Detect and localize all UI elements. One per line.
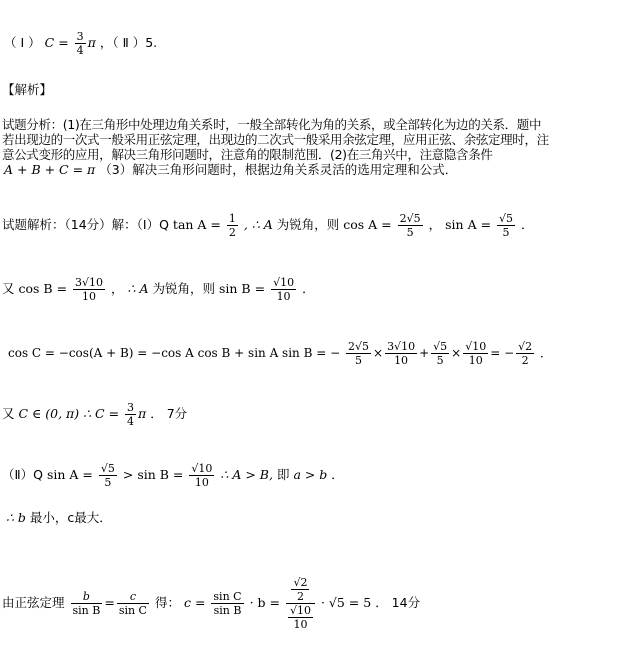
analysis-angle-sum: A + B + C = π [4, 162, 96, 177]
answer-fraction [75, 30, 86, 57]
therefore-A: , ∴ A [243, 217, 273, 232]
inner-den-frac [288, 604, 313, 631]
cosA-num: 2√5 [399, 212, 421, 225]
equals-negative: = − [490, 346, 515, 360]
cosB-label: cos B = [18, 281, 68, 296]
analysis-line-1: 试题分析：(1)在三角形中处理边角关系时，一般全部转化为角的关系，或全部转化为边的关系．题中 [2, 117, 542, 132]
solution-intro: 试题解析：（14分）解：（Ⅰ）Q [2, 217, 169, 232]
c-calc-label: c = [183, 595, 206, 610]
acute-text-2: 为锐角，则 [152, 281, 216, 296]
sinA-label: sin A = [445, 217, 492, 232]
law-num-1: b [71, 590, 103, 604]
frac3-num: √5 [433, 340, 448, 353]
frac5-den: 2 [521, 354, 529, 367]
C-range: C ∈ (0, π) ∴ C = [18, 406, 120, 421]
plus-sign: + [419, 346, 430, 360]
tanA-fraction [227, 212, 238, 239]
C-fraction [125, 401, 136, 428]
cosC-frac-4 [463, 340, 488, 367]
cosC-frac-1 [346, 340, 371, 367]
times-1: × [373, 346, 384, 360]
answer-pi: π [87, 35, 96, 50]
period-3: ． [540, 346, 553, 360]
calc-b: · b = [249, 595, 280, 610]
frac1-den: 5 [354, 354, 362, 367]
cosC-frac-2 [385, 340, 417, 367]
comma-2: ， [111, 281, 124, 296]
law-num-2: c [117, 590, 149, 604]
inner-num-top: √2 [293, 576, 308, 589]
solution-line-b-min [6, 510, 112, 526]
tanA-num: 1 [228, 212, 236, 225]
score-14: ． 14分 [375, 595, 421, 610]
analysis-line-3: 意公式变形的应用，解决三角形问题时，注意角的限制范围．(2)在三角兴中，注意隐含条件 [2, 147, 493, 162]
analysis-header: 【解析】 [2, 82, 53, 97]
cosA-fraction [398, 212, 423, 239]
sine-law-text: 由正弦定理 [2, 595, 65, 610]
cosB-fraction [73, 276, 105, 303]
cosC-expression: cos C = −cos(A + B) = −cos A cos B + sin A sin B = − [8, 346, 341, 360]
analysis-line-4 [4, 162, 457, 178]
tanA-label: tan A = [172, 217, 221, 232]
cosA-label: cos A = [343, 217, 392, 232]
b-min-text: 最小，c最大． [29, 510, 112, 525]
solution-line-C-range [2, 401, 187, 428]
sinB2-den: 10 [194, 476, 209, 489]
answer-line [4, 30, 157, 57]
cosA-den: 5 [406, 226, 414, 239]
inner-den-bot: 10 [293, 618, 308, 631]
sinB-den: 10 [276, 290, 291, 303]
cosB-den: 10 [82, 290, 97, 303]
inner-num-frac [291, 576, 309, 603]
acute-text-1: 为锐角，则 [276, 217, 340, 232]
sinA-fraction [497, 212, 515, 239]
final-result: · √5 = 5 [320, 595, 372, 610]
frac1-num: 2√5 [347, 340, 369, 353]
calc-num: sin C [213, 590, 242, 603]
sinB2-fraction [189, 462, 214, 489]
answer-equals: = [58, 35, 69, 50]
inner-den-top: √10 [289, 604, 311, 617]
C-den: 4 [127, 415, 135, 428]
therefore-b: ∴ b [6, 510, 26, 525]
frac4-num: √10 [465, 340, 487, 353]
calc-den: sin B [213, 604, 242, 617]
period-2: ． [302, 281, 315, 296]
answer-c-var: C [44, 35, 55, 50]
period-1: ． [521, 217, 534, 232]
solution-line-sine-law [2, 576, 420, 631]
cosC-frac-5 [516, 340, 534, 367]
sinA2-num: √5 [100, 462, 115, 475]
frac4-den: 10 [468, 354, 483, 367]
frac2-num: 3√10 [387, 340, 416, 353]
solution-line-cosC [8, 340, 552, 367]
get-text: 得： [154, 595, 180, 610]
sinB2-num: √10 [191, 462, 213, 475]
compound-fraction [286, 576, 315, 631]
frac3-den: 5 [436, 354, 444, 367]
law-den-2: sin C [118, 604, 147, 617]
sinB-fraction [271, 276, 296, 303]
period-4: ． [331, 467, 344, 482]
sinA-den: 5 [502, 226, 510, 239]
i-e-text: 即 [276, 467, 290, 482]
solution-line-tanA [2, 212, 534, 239]
compound-numerator [286, 576, 315, 604]
a-gt-b: a > b [293, 467, 328, 482]
C-pi: π [138, 406, 147, 421]
compound-denominator [286, 604, 315, 631]
solution-line-cosB [2, 276, 315, 303]
also-text-2: 又 [2, 406, 15, 421]
C-num: 3 [127, 401, 135, 414]
sinA2-label: sin A = [46, 467, 93, 482]
answer-part2: ，（ Ⅱ ）5. [99, 35, 158, 50]
sinB-num: √10 [273, 276, 295, 289]
law-frac-2 [117, 590, 149, 617]
sinA-num: √5 [499, 212, 514, 225]
analysis-line-4-text: （3）解决三角形问题时，根据边角关系灵活的选用定理和公式． [99, 162, 458, 177]
frac5-num: √2 [518, 340, 533, 353]
answer-part1: （ Ⅰ ） [4, 35, 41, 50]
law-frac-1 [71, 590, 103, 617]
sinA2-fraction [99, 462, 117, 489]
law-equals: = [104, 595, 115, 610]
A-gt-B: ∴ A > B, [220, 467, 273, 482]
tanA-den: 2 [228, 226, 236, 239]
solution-line-part2 [2, 462, 344, 489]
score-7: ． 7分 [150, 406, 188, 421]
also-text: 又 [2, 281, 15, 296]
law-den-1: sin B [72, 604, 101, 617]
comma-1: ， [428, 217, 442, 232]
cosC-frac-3 [431, 340, 449, 367]
sinB-label: sin B = [219, 281, 266, 296]
inner-num-bot: 2 [296, 590, 304, 603]
part2-intro: （Ⅱ）Q [2, 467, 43, 482]
times-2: × [451, 346, 462, 360]
gt-sinB: > sin B = [122, 467, 184, 482]
answer-frac-num: 3 [76, 30, 84, 43]
calc-fraction [211, 590, 243, 617]
cosB-num: 3√10 [75, 276, 104, 289]
analysis-line-2: 若出现边的一次式一般采用正弦定理，出现边的二次式一般采用余弦定理，应用正弦、余弦定理时，注 [2, 132, 549, 147]
answer-frac-den: 4 [76, 44, 84, 57]
therefore-A-2: ∴ A [127, 281, 149, 296]
frac2-den: 10 [394, 354, 409, 367]
sinA2-den: 5 [104, 476, 112, 489]
